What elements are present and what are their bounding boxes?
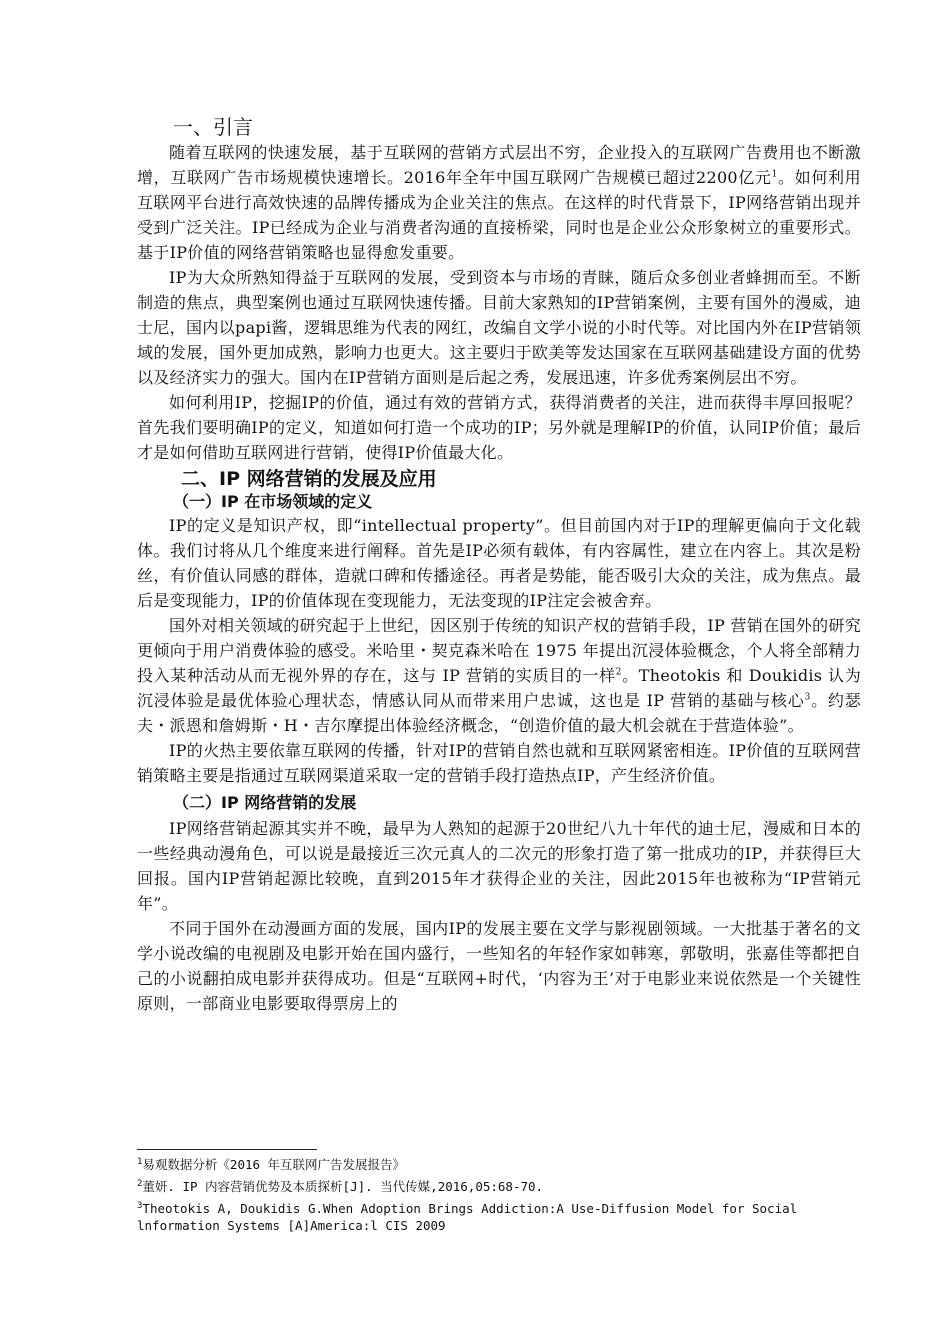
paragraph: IP的定义是知识产权，即“intellectual property”。但目前国内对于IP的理解更偏向于文化载体。我们讨将从几个维度来进行阐释。首先是IP必须有载体，有内容属性，建立在内容上。其次是粉丝，有价值认同感的群体，造就口碑和传播途径。再者是势能，能否吸引大众的关注，成为焦点。最后是变现能力，IP的价值体现在变现能力，无法变现的IP注定会被舍弃。 [137,516,861,610]
subsection-heading-definition: （一）IP 在市场领域的定义 [173,492,373,511]
subsection-heading-development: （二）IP 网络营销的发展 [173,793,357,812]
footnote-item [137,1200,861,1234]
footnote-item [137,1178,861,1195]
footnote-text: 易观数据分析《2016 年互联网广告发展报告》 [142,1157,406,1172]
paragraph [137,613,861,738]
paragraph-text: 。约瑟夫・派恩和詹姆斯・H・吉尔摩提出体验经济概念，“创造价值的最大机会就在于营造体验”。 [137,691,862,735]
footnote-text: Theotokis A, Doukidis G.When Adoption Brings Addiction:A Use-Diffusion Model for Social lnformation Systems [A]America:l CIS 2009 [137,1201,798,1233]
paragraph-text: 。如何利用互联网平台进行高效快速的品牌传播成为企业关注的焦点。在这样的时代背景下，IP网络营销出现并受到广泛关注。IP已经成为企业与消费者沟通的直接桥梁，同时也是企业公众形象树立的重要形式。基于IP价值的网络营销策略也显得愈发重要。 [137,168,861,262]
paragraph: IP为大众所熟知得益于互联网的发展，受到资本与市场的青睐，随后众多创业者蜂拥而至。不断制造的焦点，典型案例也通过互联网快速传播。目前大家熟知的IP营销案例，主要有国外的漫威，迪士尼，国内以papi酱，逻辑思维为代表的网红，改编自文学小说的小时代等。对比国内外在IP营销领域的发展，国外更加成熟，影响力也更大。这主要归于欧美等发达国家在互联网基础建设方面的优势以及经济实力的强大。国内在IP营销方面则是后起之秀，发展迅速，许多优秀案例层出不穷。 [137,268,861,387]
section-heading-ip-marketing: 二、IP 网络营销的发展及应用 [181,468,437,490]
paragraph [137,140,861,265]
footnote-item [137,1156,861,1173]
footnote-ref[interactable]: 3 [804,692,811,703]
paragraph-text: 随着互联网的快速发展，基于互联网的营销方式层出不穷，企业投入的互联网广告费用也不断激增，互联网广告市场规模快速增长。2016年全年中国互联网广告规模已超过2200亿元 [137,143,861,187]
paragraph-text: 。Theotokis 和 Doukidis 认为沉浸体验是最优体验心理状态，情感认同从而带来用户忠诚，这也是 IP 营销的基础与核心 [137,666,861,710]
footnote-ref[interactable]: 1 [771,169,778,180]
footnote-ref[interactable]: 2 [615,667,622,678]
body-content [137,114,861,1016]
paragraph: 如何利用IP，挖掘IP的价值，通过有效的营销方式，获得消费者的关注，进而获得丰厚回报呢？首先我们要明确IP的定义，知道如何打造一个成功的IP；另外就是理解IP的价值，认同IP价值；最后才是如何借助互联网进行营销，使得IP价值最大化。 [137,393,861,462]
footnote-text: 董妍. IP 内容营销优势及本质探析[J]. 当代传媒,2016,05:68-70. [142,1179,544,1194]
footnote-mark: 2 [137,1178,143,1189]
footnote-mark: 3 [137,1200,143,1211]
paragraph: IP网络营销起源其实并不晚，最早为人熟知的起源于20世纪八九十年代的迪士尼，漫威和日本的一些经典动漫角色，可以说是最接近三次元真人的二次元的形象打造了第一批成功的IP，并获得巨大回报。国内IP营销起源比较晚，直到2015年才获得企业的关注，因此2015年也被称为“IP营销元年”。 [137,819,861,913]
paragraph-text: 国外对相关领域的研究起于上世纪，因区别于传统的知识产权的营销手段，IP 营销在国外的研究更倾向于用户消费体验的感受。米哈里・契克森米哈在 1975 年提出沉浸体验概念，个人将全部精力投入某种活动从而无视外界的存在，这与 IP 营销的实质目的一样 [137,616,861,685]
footnote-divider [137,1149,317,1150]
paragraph: 不同于国外在动漫画方面的发展，国内IP的发展主要在文学与影视剧领域。一大批基于著名的文学小说改编的电视剧及电影开始在国内盛行，一些知名的年轻作家如韩寒，郭敬明，张嘉佳等都把自己的小说翻拍成电影并获得成功。但是“互联网+时代，‘内容为王’对于电影业来说依然是一个关键性原则，一部商业电影要取得票房上的 [137,919,861,1013]
section-heading-intro: 一、引言 [173,115,253,139]
footnote-mark: 1 [137,1156,143,1167]
paragraph: IP的火热主要依靠互联网的传播，针对IP的营销自然也就和互联网紧密相连。IP价值的互联网营销策略主要是指通过互联网渠道采取一定的营销手段打造热点IP，产生经济价值。 [137,741,861,785]
footnotes [137,1149,861,1239]
